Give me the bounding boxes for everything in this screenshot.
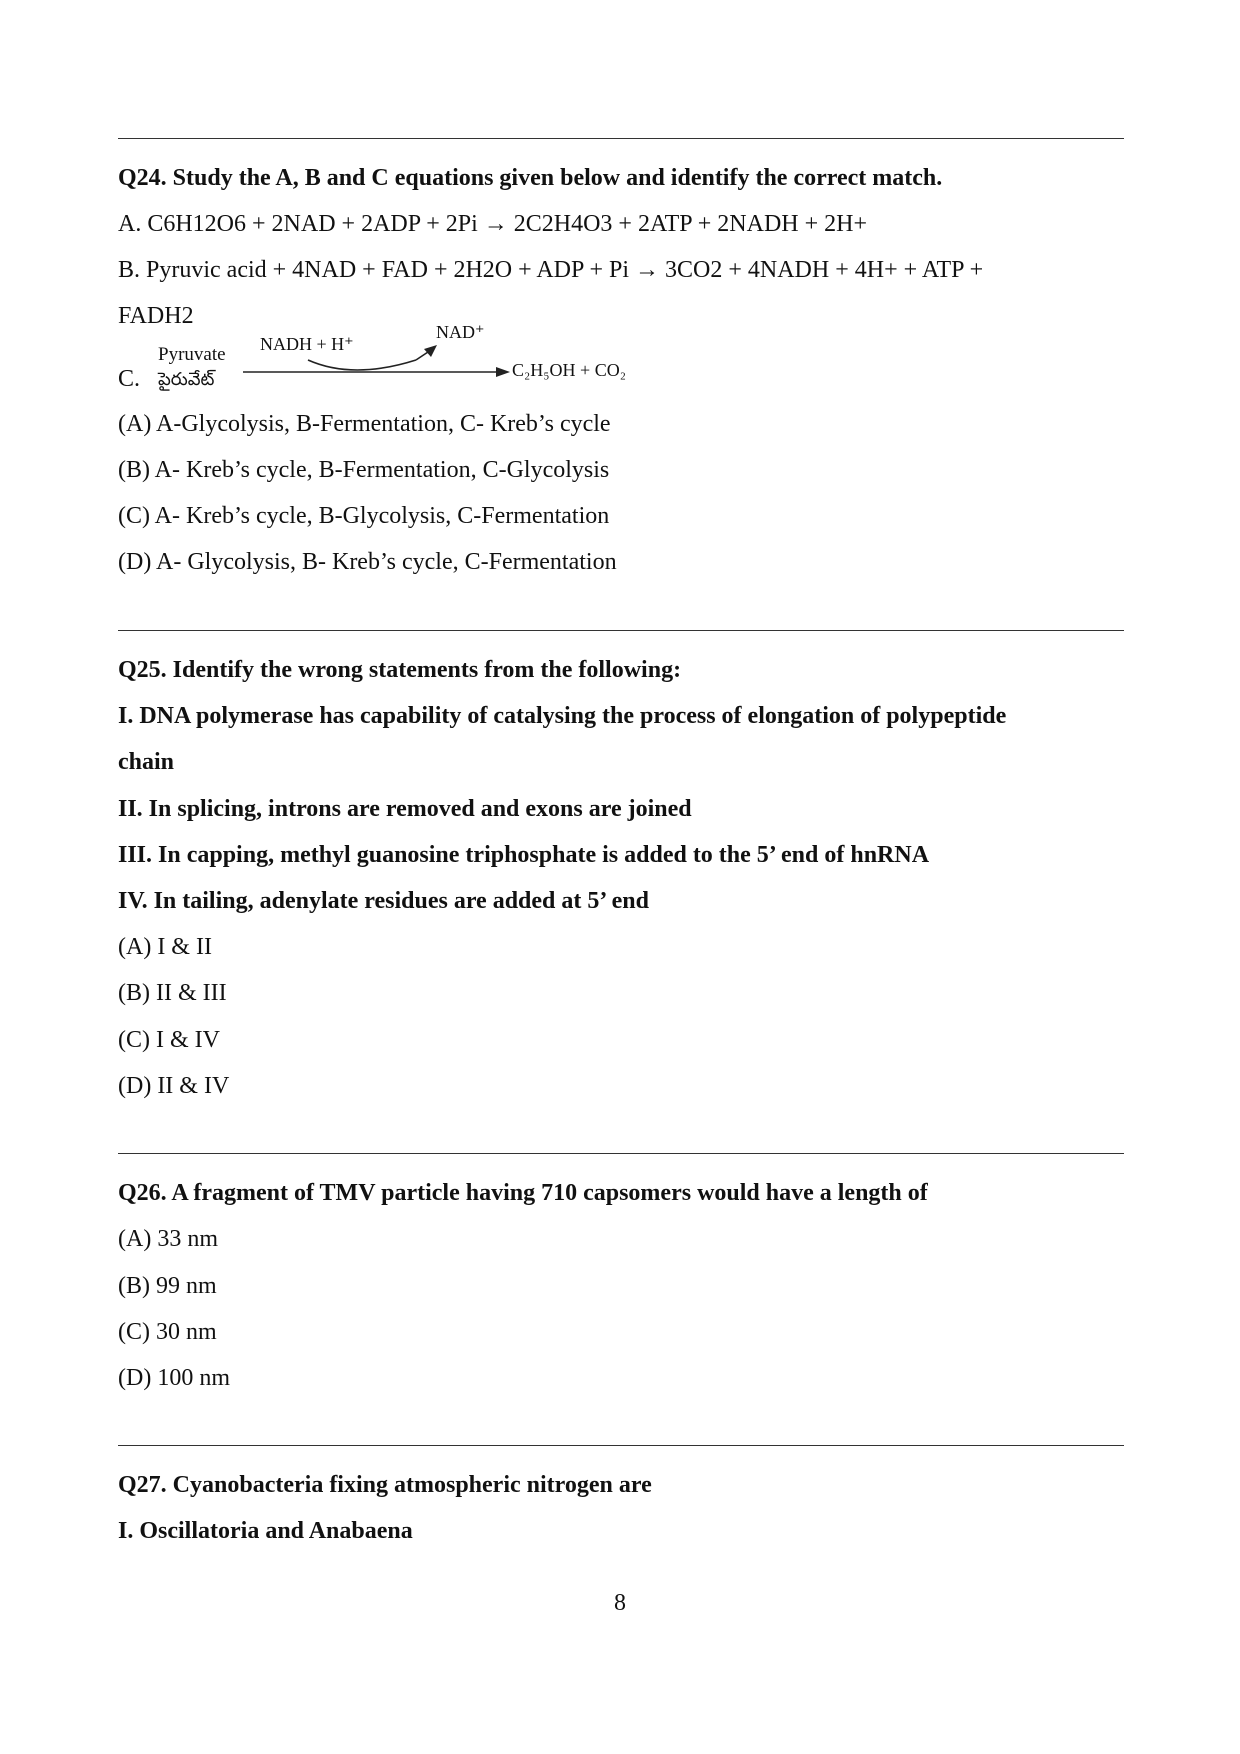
q24-option-a[interactable]: (A) A-Glycolysis, B-Fermentation, C- Kreb’s cycle (118, 411, 611, 437)
reaction-arrow-icon (118, 330, 678, 400)
q26-option-b[interactable]: (B) 99 nm (118, 1273, 217, 1299)
q26-option-a[interactable]: (A) 33 nm (118, 1226, 218, 1252)
divider (118, 630, 1124, 631)
q25-statement-2: II. In splicing, introns are removed and exons are joined (118, 796, 692, 822)
cofactor-out-label: NAD⁺ (436, 322, 485, 342)
page-number: 8 (614, 1590, 626, 1616)
q25-option-b[interactable]: (B) II & III (118, 980, 227, 1006)
q24-stem: Q24. Study the A, B and C equations given below and identify the correct match. (118, 165, 943, 191)
q24-option-c[interactable]: (C) A- Kreb’s cycle, B-Glycolysis, C-Fermentation (118, 503, 610, 529)
q25-option-c[interactable]: (C) I & IV (118, 1027, 220, 1053)
q24-equation-b-cont: FADH2 (118, 303, 194, 329)
reactant-label: Pyruvate (158, 344, 226, 365)
products-label: C₂H₅OH + CO₂ (512, 360, 626, 380)
reactant-telugu-label: పైరువేట్ (158, 369, 215, 390)
q24-equation-b: B. Pyruvic acid + 4NAD + FAD + 2H2O + ADP + Pi → 3CO2 + 4NADH + 4H+ + ATP + (118, 257, 984, 283)
q25-option-d[interactable]: (D) II & IV (118, 1073, 230, 1099)
divider (118, 1445, 1124, 1446)
q24-equation-c-label: C. (118, 366, 141, 392)
q24-equation-a: A. C6H12O6 + 2NAD + 2ADP + 2Pi → 2C2H4O3 + 2ATP + 2NADH + 2H+ (118, 211, 868, 237)
q26-stem: Q26. A fragment of TMV particle having 710 capsomers would have a length of (118, 1180, 928, 1206)
q25-statement-1: I. DNA polymerase has capability of catalysing the process of elongation of polypeptide (118, 703, 1007, 729)
q27-stem: Q27. Cyanobacteria fixing atmospheric nitrogen are (118, 1472, 652, 1498)
q27-statement-1: I. Oscillatoria and Anabaena (118, 1518, 413, 1544)
q25-statement-3: III. In capping, methyl guanosine triphosphate is added to the 5’ end of hnRNA (118, 842, 930, 868)
q26-option-c[interactable]: (C) 30 nm (118, 1319, 217, 1345)
divider (118, 1153, 1124, 1154)
q26-option-d[interactable]: (D) 100 nm (118, 1365, 230, 1391)
cofactor-in-label: NADH + H⁺ (260, 334, 354, 354)
q25-statement-4: IV. In tailing, adenylate residues are added at 5’ end (118, 888, 649, 914)
divider-top (118, 138, 1124, 139)
q24-option-b[interactable]: (B) A- Kreb’s cycle, B-Fermentation, C-Glycolysis (118, 457, 610, 483)
q25-option-a[interactable]: (A) I & II (118, 934, 212, 960)
q24-equation-c (118, 322, 678, 400)
q25-statement-1-cont: chain (118, 749, 175, 775)
q25-stem: Q25. Identify the wrong statements from the following: (118, 657, 682, 683)
q24-option-d[interactable]: (D) A- Glycolysis, B- Kreb’s cycle, C-Fermentation (118, 549, 617, 575)
